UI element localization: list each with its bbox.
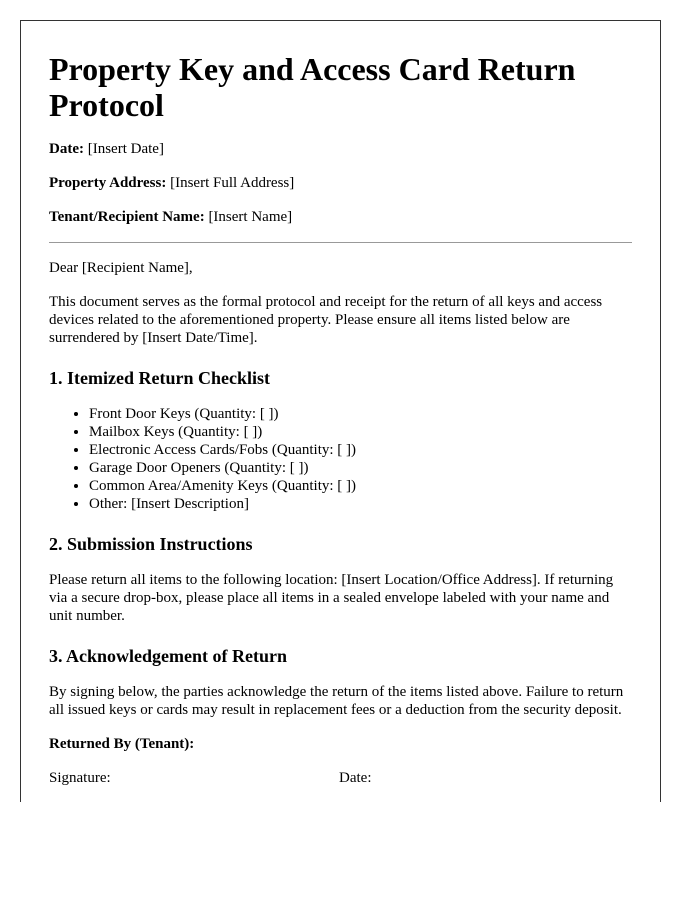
list-item: • Common Area/Amenity Keys (Quantity: [ ]) (89, 477, 632, 495)
section-heading: 3. Acknowledgement of Return (49, 646, 287, 666)
list-item: • Garage Door Openers (Quantity: [ ]) (89, 459, 632, 477)
signature-date-label: Date: (339, 770, 372, 786)
recipient-value: [Insert Name] (208, 209, 293, 225)
date-label: Date: (49, 141, 84, 157)
date-field (49, 140, 632, 158)
list-item: • Mailbox Keys (Quantity: [ ]) (89, 423, 632, 441)
signature-label: Signature: (49, 770, 111, 786)
date-value: [Insert Date] (87, 141, 164, 157)
list-item: • Electronic Access Cards/Fobs (Quantity: [ ]) (89, 441, 632, 459)
returned-by-label: Returned By (Tenant): (49, 736, 195, 752)
section-heading: 1. Itemized Return Checklist (49, 368, 270, 388)
intro-paragraph: This document serves as the formal protocol and receipt for the return of all keys and access devices related to the aforementioned property. Please ensure all items listed below are surrendered by [Insert Date/Time]. (49, 294, 603, 346)
section-paragraph: Please return all items to the following location: [Insert Location/Office Address]. If returning via a secure drop-box, please place all items in a sealed envelope labeled with your name and unit number. (49, 572, 614, 624)
document-page (20, 20, 661, 802)
address-field (49, 174, 632, 192)
list-item: • Front Door Keys (Quantity: [ ]) (89, 405, 632, 423)
divider (49, 242, 632, 243)
checklist (49, 405, 632, 513)
address-value: [Insert Full Address] (170, 175, 295, 191)
document-title: Property Key and Access Card Return Protocol (49, 51, 576, 123)
list-item: • Other: [Insert Description] (89, 495, 632, 513)
section-heading: 2. Submission Instructions (49, 534, 253, 554)
address-label: Property Address: (49, 175, 167, 191)
recipient-label: Tenant/Recipient Name: (49, 209, 205, 225)
section-paragraph: By signing below, the parties acknowledge the return of the items listed above. Failure to return all issued keys or cards may result in replacement fees or a deduction from the security deposit. (49, 684, 624, 718)
recipient-field (49, 208, 632, 226)
signature-line (49, 769, 632, 787)
returned-by-heading (49, 735, 632, 753)
salutation: Dear [Recipient Name], (49, 260, 193, 276)
